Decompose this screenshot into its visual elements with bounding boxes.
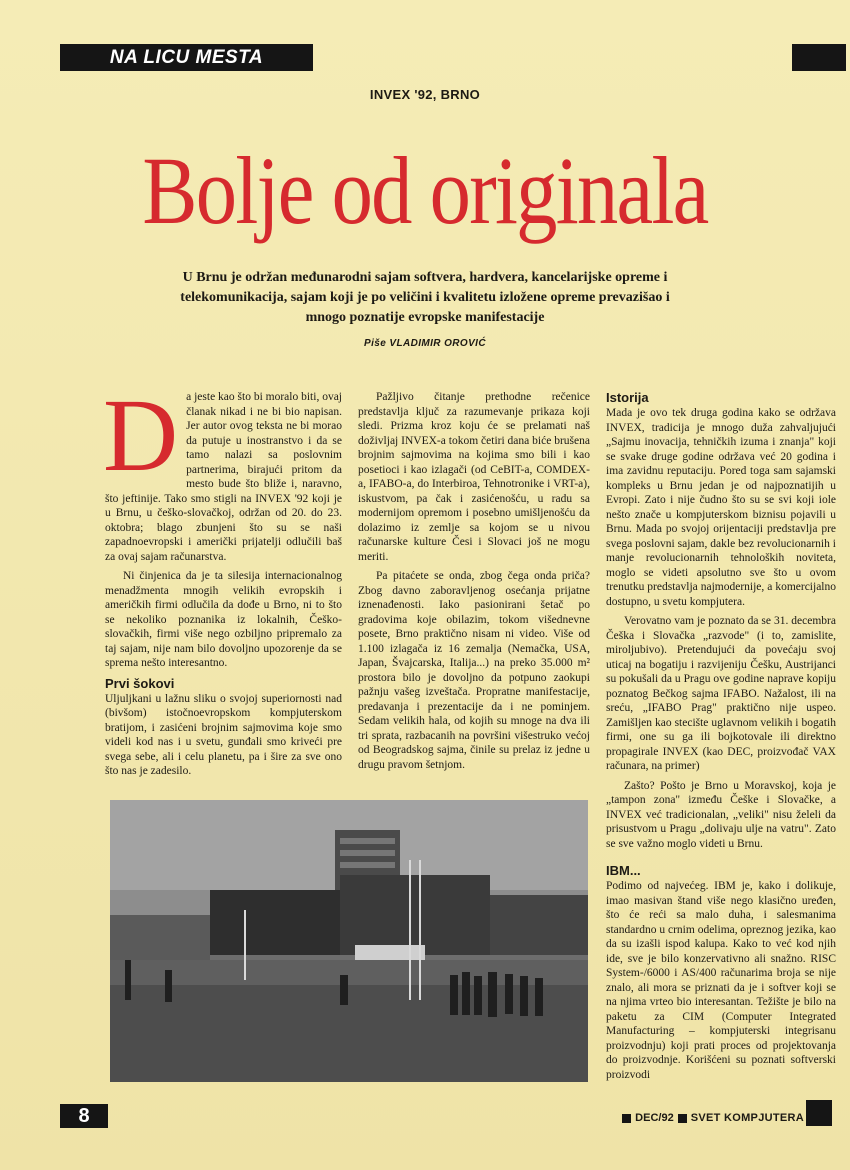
section-label: NA LICU MESTA: [60, 44, 313, 71]
paragraph: Podimo od najvećeg. IBM je, kako i dolikuje, imao masivan štand više nego klasično uređen, što će reći sa malo duha, i salesmanima standardno u crnim odelima, opreznog jezika, kao da su izašli ispod kalupa. Kako to već kod njih ide, sve je bilo konzervativno ali snažno. RISC System-/6000 i AS/400 računarima broja se nije znalo, ali mora se priznati da je i softver koji se na njima vrteo bio interesantan. Težište je bilo na paketu za CIM (Computer Integrated Manufacturing – kompjuterski integrisanu proizvodnju) koji prati proces od projektovanja do proizvodnje. Korišćeni su poznati softverski proizvodi: [606, 880, 836, 1081]
subheading: Istorija: [606, 390, 649, 405]
subheading: Prvi šokovi: [105, 675, 175, 691]
fair-building-photo: [110, 800, 588, 1082]
article-lead: U Brnu je održan međunarodni sajam softvera, hardvera, kancelarijske opreme i telekomunikacija, sajam koji je po veličini i kvalitetu izložene opreme prevazišao i mnogo poznatije evropske manifestacije: [180, 270, 670, 325]
page-number: 8: [60, 1104, 108, 1128]
article-title: Bolje od originala: [142, 137, 708, 244]
subheading: IBM...: [606, 863, 641, 878]
article-kicker: INVEX '92, BRNO: [369, 87, 481, 102]
paragraph: Uljuljkani u lažnu sliku o svojoj superiornosti nad (bivšom) istočnoevropskom kompjuterskom bratijom, i zasićeni brojnim sajmovima koje smo videli kod nas i u svetu, gunđali smo kriveći pre svega sebe, ali i celu planetu, pa i šire za sve ono što nas je zadesilo.: [105, 692, 342, 777]
paragraph: Verovatno vam je poznato da se 31. decembra Češka i Slovačka „razvode" (i to, zamislite, miroljubivo). Pretendujući da povećaju svoj uticaj na bogatiju i razvijeniju Češku, Austrijanci su pokušali da u Pragu ove godine naprave kopiju poznatog Bečkog sajma IFABO. Nažalost, ili na sreću, „IFABO Prag" praktično nije uspeo. Zamišljen kao stecište uglavnom velikih i bogatih firmi, one su ga ili bojkotovale ili direktno propagirale INVEX (kao DEC, proizvođač VAX računara, na primer): [606, 615, 836, 772]
drop-cap: D: [103, 378, 179, 493]
column-3: [606, 386, 836, 1087]
square-icon: [678, 1114, 687, 1123]
issue-date: DEC/92: [635, 1112, 674, 1124]
article-byline: Piše VLADIMIR OROVIĆ: [364, 338, 486, 349]
paragraph: Ni činjenica da je ta silesija internacionalnog menadžmenta mnogih velikih evropskih i američkih firmi odlučila da dođe u Brno, ni to što se nekoliko poznanika iz lokalnih, Češko-slovačkih, firmi više nego ozbiljno pripremalo za taj sajam, nije nam bilo dovoljno upozorenje da se sprema nešto interesantno.: [105, 570, 342, 669]
paragraph: Pažljivo čitanje prethodne rečenice predstavlja ključ za razumevanje prikaza koji sledi. Prizma kroz koju će se prelamati naš doživljaj INVEX-a tokom četiri dana biće brušena brojnim sajmovima na kojima smo bili i kao posetioci i kao izlagači (od CeBIT-a, COMDEX-a, IFABO-a, do Interbiroa, Tehnotronike i VRT-a), iskustvom, pa čak i zasićenošću, u radu sa modernijom opremom i posebno umišljenošću da dolazimo iz zemlje sa kojom se u nivou računarske kulture Česi i Slovaci još ne mogu meriti.: [358, 391, 590, 563]
column-1: [103, 378, 342, 784]
paragraph: Pa pitaćete se onda, zbog čega onda priča? Zbog davno zaboravljenog osećanja prijatne iznenađenosti. Iako pasionirani šetač po gradovima koje obilazim, tokom višednevne posete, Brno praktično nisam ni video. Više od 1.100 izlagača iz 16 zemalja (Nemačka, USA, Japan, Švajcarska, Italija...) na preko 35.000 m² prostora bilo je dovoljno da potpuno zaokupi pažnju vašeg izveštača. Propratne manifestacije, predavanja i prezentacije da i ne pominjem. Sedam velikih hala, od kojih su mnoge na dva ili tri sprata, razbacanih na površini višestruko većoj od Beogradskog sajma, činile su prelaz iz jedne u drugu pravom šetnjom.: [358, 570, 590, 771]
square-icon: [622, 1114, 631, 1123]
paragraph: a jeste kao što bi moralo biti, ovaj članak nikad i ne bi bio napisan. Jer autor ovog teksta ne bi morao da putuje u inostranstvo i da se tamo nalazi sa poslovnim partnerima, birajući pritom da mesto bude što bliže i, naravno, što jeftinije. Tako smo stigli na INVEX '92 koji je u Brnu, u češko-slovačkoj, održan od 20. do 23. oktobra; blago zbunjeni što su se naši zapadnoevropski i američki prijatelji odlučili baš za ovaj sajam računarstva.: [105, 391, 342, 563]
page-footer: [622, 1112, 804, 1124]
column-2: [358, 390, 590, 777]
corner-decoration: [806, 1100, 832, 1126]
paragraph: Zašto? Pošto je Brno u Moravskoj, koja je „tampon zona" između Češke i Slovačke, a INVEX već tradicionalan, „veliki" nisu želeli da prisustvom u Pragu „dolivaju ulje na vatru". Zato se sve važno moglo videti u Brnu.: [606, 779, 836, 850]
magazine-name: SVET KOMPJUTERA: [690, 1112, 804, 1124]
corner-decoration: [792, 44, 846, 71]
paragraph: Mada je ovo tek druga godina kako se održava INVEX, tradicija je mnogo duža zahvaljujući „Sajmu inovacija, tehničkih izuma i znanja" koji se svake druge godine održava već 20 godina i ima zavidnu reputaciju. Pored toga sam sajamski kompleks u Brnu jedan je od najpoznatijih u Evropi. Zato i nije čudno što su se svi koji iole nešto znače u kompjuterskom biznisu pojavili u Brnu. Mada po svojoj orijentaciji predstavlja pre svega poslovni sajam, dakle bez revolucionarnih i manje revolucionarnih tehnoloških noviteta, moglo se videti apsolutno sve što u ovom trenutku predstavlja najmodernije, a komercijalno dostupno, u svetu kompjutera.: [606, 407, 836, 608]
